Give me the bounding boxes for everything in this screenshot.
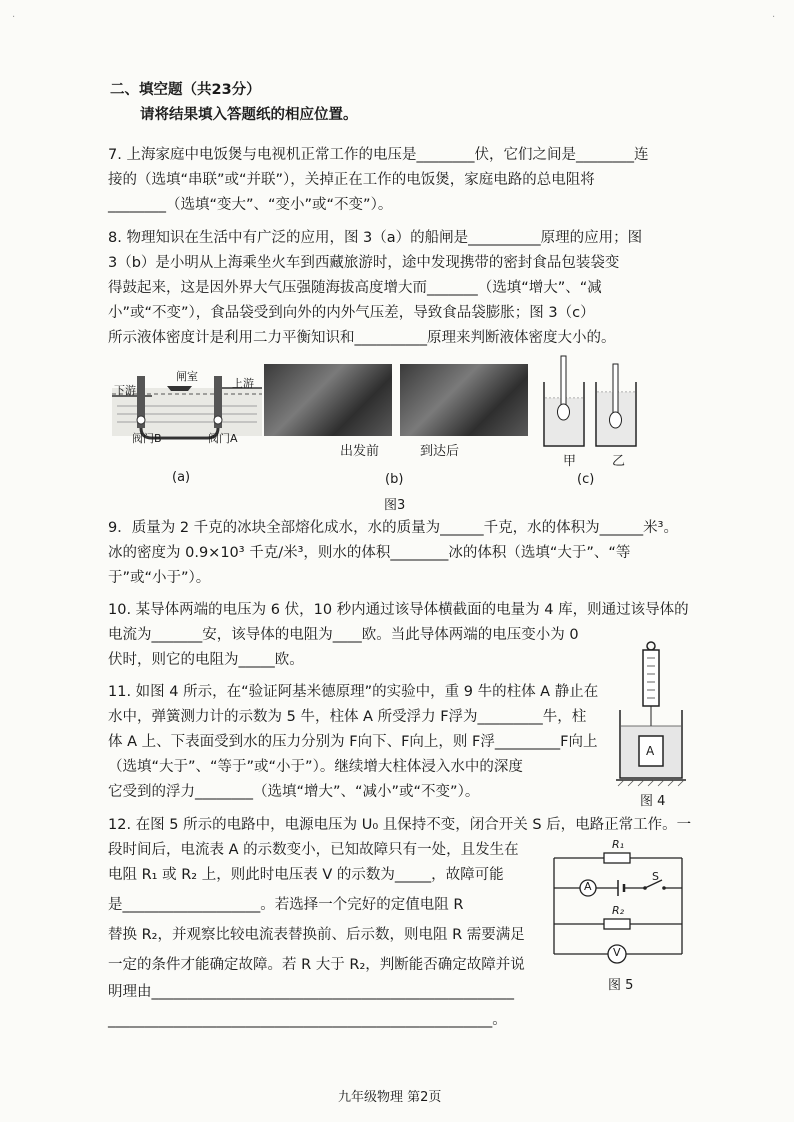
q11-line: 水中，弹簧测力计的示数为 5 牛，柱体 A 所受浮力 F浮为_________牛，柱 [108, 709, 587, 725]
figure-3-caption: 图3 [384, 498, 406, 513]
q12-line: 段时间后，电流表 A 的示数变小，已知故障只有一处，且发生在 [108, 842, 519, 858]
q9-line: 冰的密度为 0.9×10³ 千克/米³，则水的体积________冰的体积（选填“大于”、“等 [108, 545, 631, 561]
fig3c-label-yi: 乙 [612, 454, 626, 469]
section-instruction: 请将结果填入答题纸的相应位置。 [140, 107, 358, 123]
figure-4-spring-scale-beaker [614, 640, 688, 790]
fig3a-label-valve-b: 阀门B [132, 432, 162, 445]
q8-line: 得鼓起来，这是因外界大气压强随海拔高度增大而_______（选填“增大”、“减 [108, 280, 602, 296]
fig4-block-label: A [646, 744, 655, 758]
fig3b-label-before: 出发前 [340, 444, 380, 459]
q12-line: 明理由__________________________________________________ [108, 984, 514, 1000]
q9-line: 9．质量为 2 千克的冰块全部熔化成水，水的质量为______千克，水的体积为______米³。 [108, 520, 678, 536]
q12-line: 一定的条件才能确定故障。若 R 大于 R₂，判断能否确定故障并说 [108, 957, 525, 973]
figure-4-caption: 图 4 [640, 794, 666, 809]
q9-line: 于”或“小于”）。 [108, 570, 211, 586]
q8-line: 8. 物理知识在生活中有广泛的应用，图 3（a）的船闸是__________原理的应用；图 [108, 230, 643, 246]
q7-line: 接的（选填“串联”或“并联”），关掉正在工作的电饭煲，家庭电路的总电阻将 [108, 172, 595, 188]
fig3b-sublabel: (b) [385, 472, 404, 487]
q12-line: 替换 R₂，并观察比较电流表替换前、后示数，则电阻 R 需要满足 [108, 927, 525, 943]
q11-line: （选填“大于”、“等于”或“小于”）。继续增大柱体浸入水中的深度 [108, 759, 523, 775]
fig5-r1-label: R₁ [612, 838, 625, 851]
q10-line: 电流为_______安，该导体的电阻为____欧。当此导体两端的电压变小为 0 [108, 627, 579, 643]
figure-3b-photo-before [264, 364, 392, 436]
fig3c-sublabel: (c) [577, 472, 595, 487]
fig3a-label-upstream: 上游 [232, 377, 254, 390]
figure-3b-photo-after [400, 364, 528, 436]
q8-line: 小”或“不变”），食品袋受到向外的内外气压差，导致食品袋膨胀；图 3（c） [108, 305, 595, 321]
fig5-switch-label: S [652, 870, 659, 883]
corner-mark: · [12, 12, 16, 23]
q12-line: 是___________________。若选择一个完好的定值电阻 R [108, 897, 464, 913]
fig5-voltmeter-label: V [613, 946, 621, 959]
figure-3c-hydrometers [540, 352, 640, 452]
fig3a-label-downstream: 下游 [114, 384, 136, 397]
fig3b-label-after: 到达后 [420, 444, 460, 459]
q12-line: 电阻 R₁ 或 R₂ 上，则此时电压表 V 的示数为_____，故障可能 [108, 867, 504, 883]
fig3a-label-lock: 闸室 [176, 370, 198, 383]
section-title: 二、填空题（共23分） [110, 82, 261, 98]
fig5-ammeter-label: A [584, 880, 592, 893]
q7-line: ________（选填“变大”、“变小”或“不变”）。 [108, 197, 393, 213]
q10-line: 伏时，则它的电阻为_____欧。 [108, 652, 304, 668]
q8-line: 所示液体密度计是利用二力平衡知识和__________原理来判断液体密度大小的。 [108, 330, 616, 346]
figure-5-caption: 图 5 [608, 978, 634, 993]
q12-line: 12. 在图 5 所示的电路中，电源电压为 U₀ 且保持不变，闭合开关 S 后，电路正常工作。一 [108, 817, 692, 833]
q12-line: _____________________________________________________。 [108, 1012, 507, 1028]
q10-line: 10. 某导体两端的电压为 6 伏，10 秒内通过该导体横截面的电量为 4 库，则通过该导体的 [108, 602, 689, 618]
q11-line: 它受到的浮力________（选填“增大”、“减小”或“不变”）。 [108, 784, 480, 800]
fig3a-sublabel: (a) [172, 470, 191, 485]
q11-line: 体 A 上、下表面受到水的压力分别为 F向下、F向上，则 F浮_________F向上 [108, 734, 598, 750]
fig3a-label-valve-a: 阀门A [208, 432, 238, 445]
fig3c-label-jia: 甲 [563, 454, 577, 469]
q8-line: 3（b）是小明从上海乘坐火车到西藏旅游时，途中发现携带的密封食品包装袋变 [108, 255, 620, 271]
page-footer: 九年级物理 第2页 [338, 1090, 442, 1105]
q7-line: 7. 上海家庭中电饭煲与电视机正常工作的电压是________伏，它们之间是________连 [108, 147, 649, 163]
corner-mark: · [772, 12, 776, 23]
fig5-r2-label: R₂ [612, 904, 625, 917]
q11-line: 11. 如图 4 所示，在“验证阿基米德原理”的实验中，重 9 牛的柱体 A 静止在 [108, 684, 599, 700]
